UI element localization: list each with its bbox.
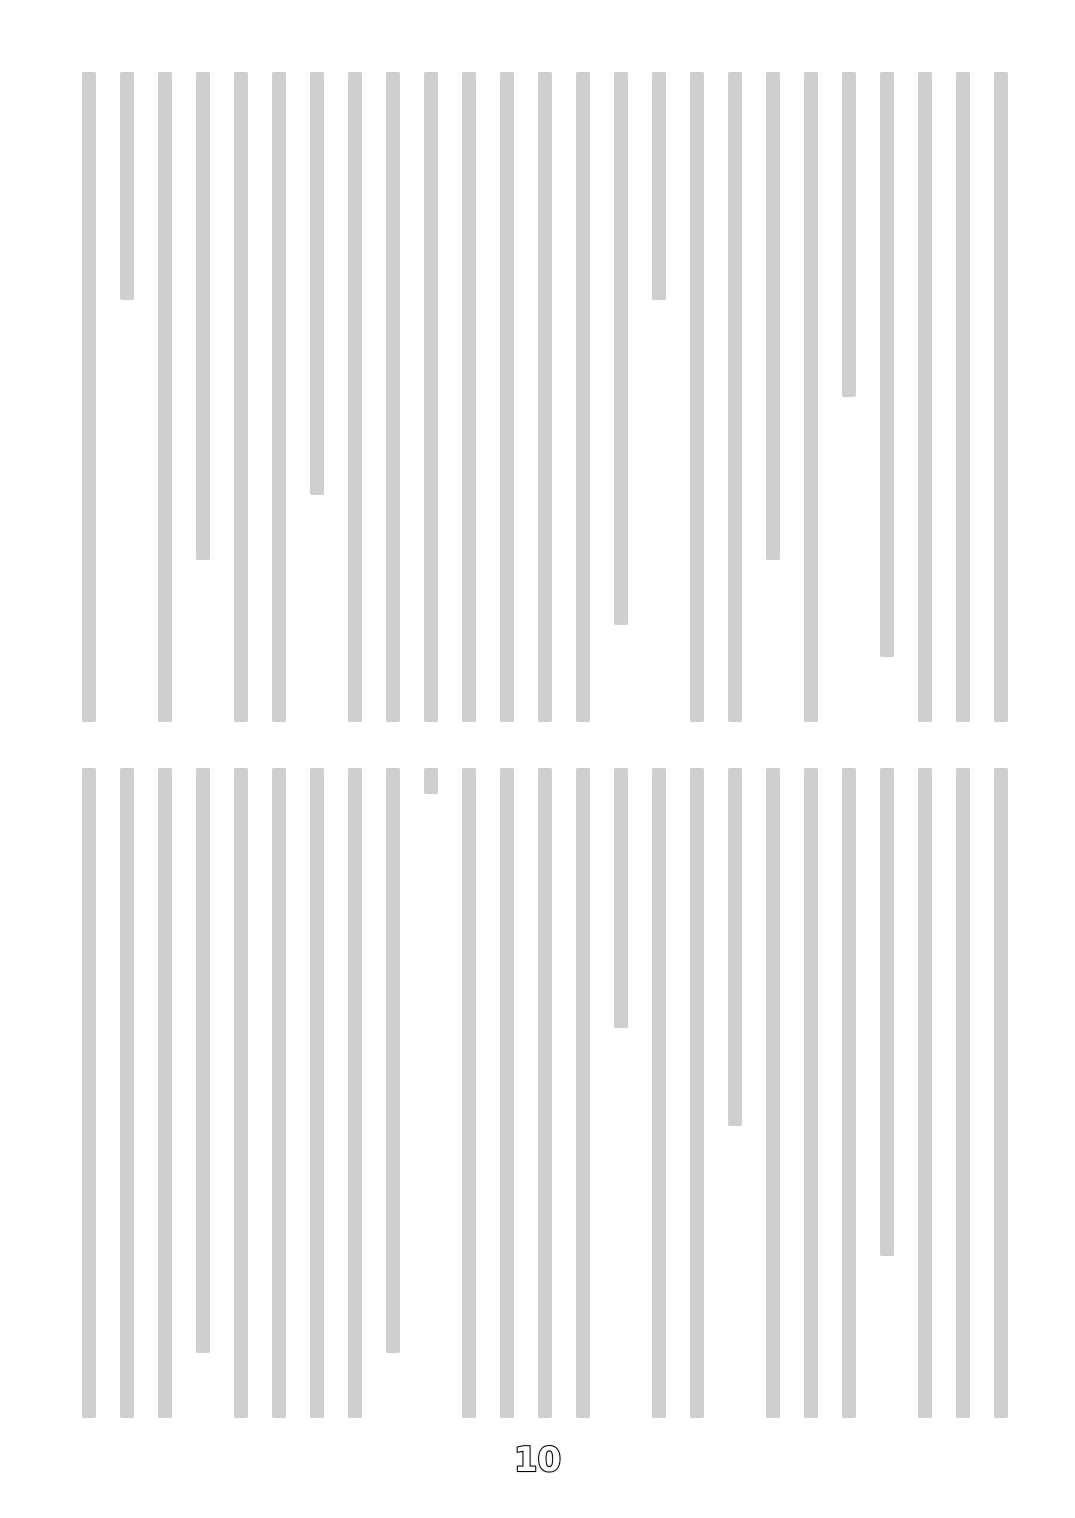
text-column-placeholder <box>956 768 970 1418</box>
text-column-placeholder <box>842 72 856 397</box>
text-column-placeholder <box>652 72 666 300</box>
text-column-placeholder <box>272 768 286 1418</box>
text-column-placeholder <box>310 72 324 495</box>
text-column-placeholder <box>614 768 628 1028</box>
text-column-placeholder <box>880 72 894 657</box>
text-column-placeholder <box>272 72 286 722</box>
text-column-placeholder <box>766 72 780 560</box>
text-column-placeholder <box>804 768 818 1418</box>
text-column-placeholder <box>158 72 172 722</box>
text-column-placeholder <box>576 768 590 1418</box>
text-column-placeholder <box>310 768 324 1418</box>
text-column-placeholder <box>462 768 476 1418</box>
text-column-placeholder <box>804 72 818 722</box>
text-column-placeholder <box>994 768 1008 1418</box>
text-column-placeholder <box>196 72 210 560</box>
text-column-placeholder <box>234 768 248 1418</box>
text-column-placeholder <box>120 768 134 1418</box>
text-column-placeholder <box>348 768 362 1418</box>
text-column-placeholder <box>234 72 248 722</box>
text-column-placeholder <box>82 72 96 722</box>
text-column-placeholder <box>652 768 666 1418</box>
text-column-placeholder <box>728 768 742 1126</box>
text-column-placeholder <box>614 72 628 625</box>
text-column-placeholder <box>690 768 704 1418</box>
text-column-placeholder <box>158 768 172 1418</box>
text-column-placeholder <box>766 768 780 1418</box>
text-column-placeholder <box>918 768 932 1418</box>
text-column-placeholder <box>918 72 932 722</box>
text-block-bottom <box>70 768 1020 1418</box>
text-column-placeholder <box>462 72 476 722</box>
text-column-placeholder <box>956 72 970 722</box>
text-column-placeholder <box>576 72 590 722</box>
text-column-placeholder <box>500 768 514 1418</box>
text-column-placeholder <box>842 768 856 1418</box>
text-column-placeholder <box>538 72 552 722</box>
text-column-placeholder <box>424 72 438 722</box>
text-column-placeholder <box>994 72 1008 722</box>
text-column-placeholder <box>386 72 400 722</box>
text-column-placeholder <box>728 72 742 722</box>
text-column-placeholder <box>424 768 438 794</box>
text-column-placeholder <box>82 768 96 1418</box>
text-column-placeholder <box>538 768 552 1418</box>
text-column-placeholder <box>196 768 210 1353</box>
text-column-placeholder <box>880 768 894 1256</box>
page-number: 10 <box>513 1440 562 1480</box>
text-block-top <box>70 72 1020 722</box>
text-column-placeholder <box>120 72 134 300</box>
text-column-placeholder <box>348 72 362 722</box>
text-column-placeholder <box>500 72 514 722</box>
text-column-placeholder <box>386 768 400 1353</box>
text-column-placeholder <box>690 72 704 722</box>
